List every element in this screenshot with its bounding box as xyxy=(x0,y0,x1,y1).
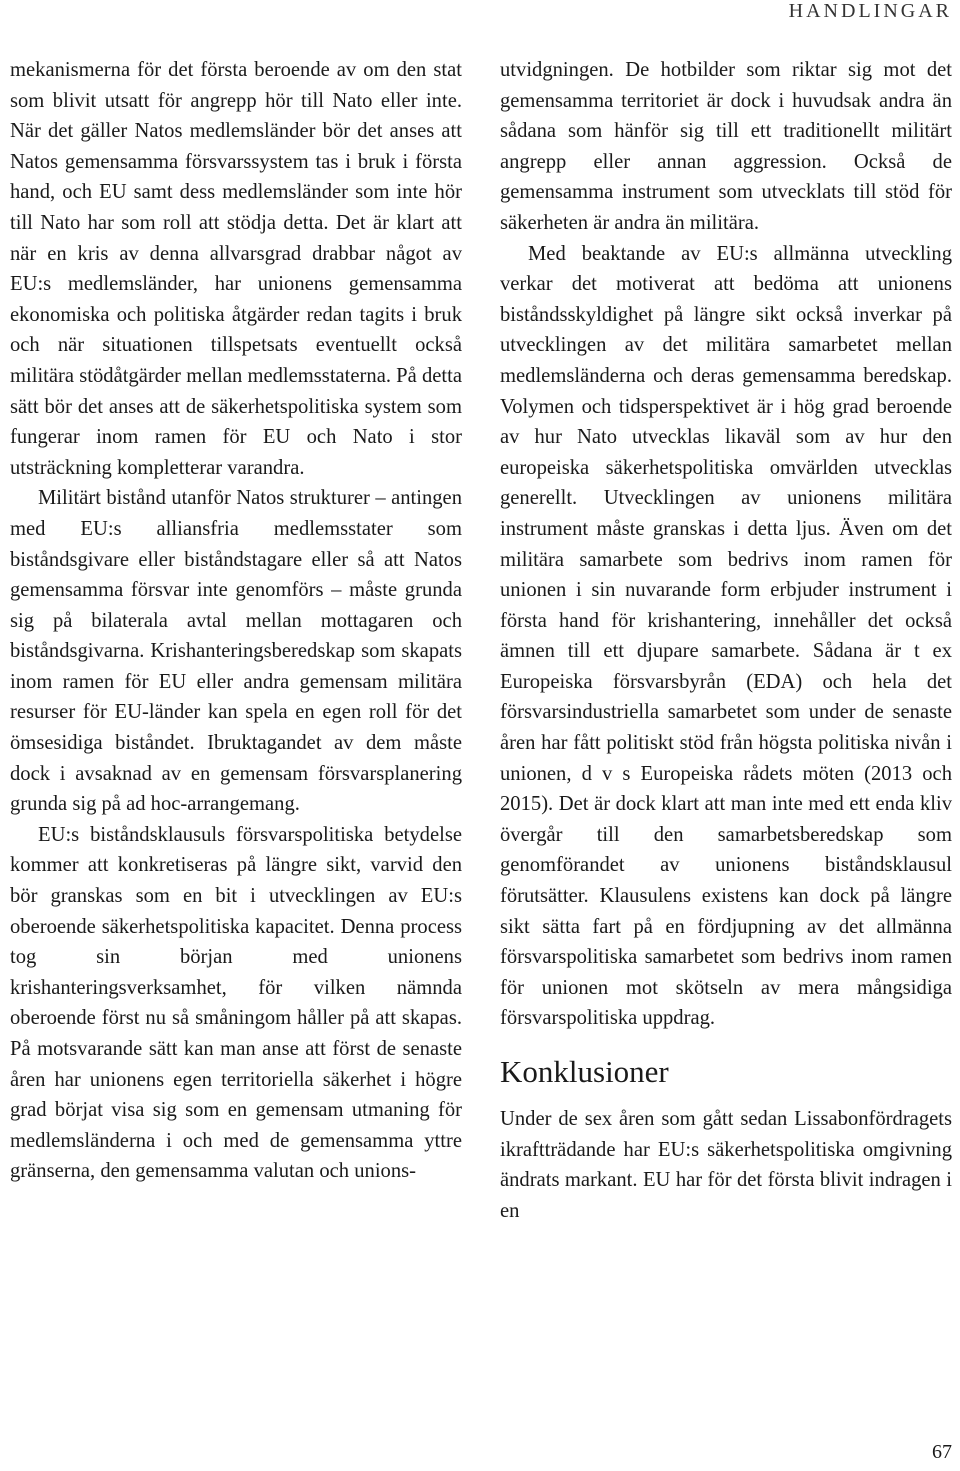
section-heading: Konklusioner xyxy=(500,1054,669,1089)
page-number: 67 xyxy=(932,1441,952,1463)
right-column xyxy=(500,55,952,1226)
paragraph: Militärt bistånd utanför Natos strukturer – antingen med EU:s alliansfria medlemsstater som biståndsgivare eller biståndstagare eller så att Natos gemensamma försvar inte genomförs – måste grunda sig på bilaterala avtal mellan mottagaren och biståndsgivarna. Krishanteringsberedskap som skapats inom ramen för EU eller andra gemensam militära resurser för EU-länder kan spela en egen roll för det ömsesidiga biståndet. Ibruktagandet av dem måste dock i avsaknad av en gemensam försvarsplanering grunda sig på ad hoc-arrangemang. xyxy=(10,487,462,816)
paragraph: Med beaktande av EU:s allmänna utveckling verkar det motiverat att bedöma att unionens biståndsskyldighet på längre sikt också inverkar på utvecklingen av det militära samarbetet mellan medlemsländerna och deras gemensamma beredskap. Volymen och tidsperspektivet är i hög grad beroende av hur Nato utvecklas likaväl som av hur den europeiska säkerhetspolitiska omvärlden utvecklas generellt. Utvecklingen av unionens militära instrument måste granskas i detta ljus. Även om det militära samarbete som bedrivs inom ramen för unionen i sin nuvarande form erbjuder instrument i första hand för krishantering, innehåller det också ämnen till ett djupare samarbete. Sådana är t ex Europeiska försvarsbyrån (EDA) och hela det försvarsindustriella samarbetet som under de senaste åren har fått politiskt stöd från högsta politiska nivån i unionen, d v s Europeiska rådets möten (2013 och 2015). Det är dock klart att man inte med ett enda kliv övergår till den samarbetsberedskap som genomförandet av unionens biståndsklausul förutsätter. Klausulens existens kan dock på längre sikt sätta fart på en fördjupning av det allmänna försvarspolitiska samarbetet som bedrivs inom ramen för unionen mot skötseln av mera mångsidiga försvarspolitiska uppdrag. xyxy=(500,242,952,1030)
paragraph: EU:s biståndsklausuls försvarspolitiska betydelse kommer att konkretiseras på längre sikt, varvid den bör granskas som en bit i utvecklingen av EU:s oberoende säkerhetspolitiska kapacitet. Denna process tog sin början med unionens krishanteringsverksamhet, för vilken nämnda oberoende först nu så småningom håller på att skapas. På motsvarande sätt kan man anse att först de senaste åren har unionens egen territoriella säkerhet i högre grad börjat visa sig som en gemensam utmaning för medlemsländerna i och med de gemensamma yttre gränserna, den gemensamma valutan och unions- xyxy=(10,823,462,1183)
paragraph: mekanismerna för det första beroende av om den stat som blivit utsatt för angrepp hör till Nato eller inte. När det gäller Natos medlemsländer bör det anses att Natos gemensamma försvarssystem tas i bruk i första hand, och EU samt dess medlemsländer som inte hör till Nato har som roll att stödja detta. Det är klart att när en kris av denna allvarsgrad drabbar något av EU:s medlemsländer, har unionens gemensamma ekonomiska och politiska åtgärder redan tagits i bruk och när situationen tillspetsats eventuellt också militära stödåtgärder mellan medlemsstaterna. På detta sätt bör det anses att de säkerhetspolitiska system som fungerar inom ramen för EU och Nato i stor utsträckning kompletterar varandra. xyxy=(10,59,462,479)
left-column xyxy=(10,55,462,1187)
paragraph: utvidgningen. De hotbilder som riktar sig mot det gemensamma territoriet är dock i huvudsak andra än sådana som hänför sig till ett traditionellt militärt angrepp eller annan aggression. Också de gemensamma instrument som utvecklats till stöd för säkerheten är andra än militära. xyxy=(500,59,952,234)
paragraph: Under de sex åren som gått sedan Lissabonfördragets ikraftträdande har EU:s säkerhetspolitiska omgivning ändrats markant. EU har för det första blivit indragen i en xyxy=(500,1108,952,1222)
running-header: HANDLINGAR xyxy=(788,0,952,22)
